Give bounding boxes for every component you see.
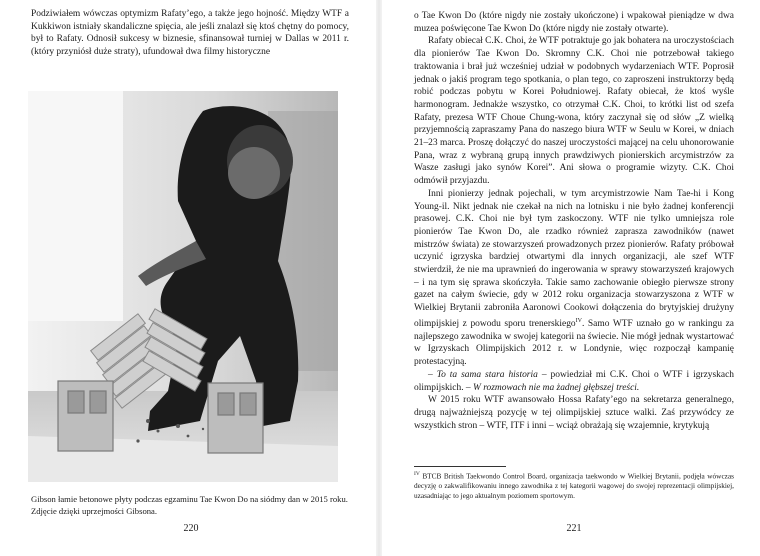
footnote-reference: IV <box>575 317 582 324</box>
right-paragraph-1: o Tae Kwon Do (które nigdy nie zostały ukończone) i wpakował pieniądze w dwa muzea poświęcone Tae Kwon Do (które nigdy nie zostały otwarte). <box>414 11 734 34</box>
quote-attribution: – powiedział mi C.K. Choi o WTF i igrzyskach olimpijskich. – <box>414 369 734 393</box>
left-paragraph: Podziwiałem wówczas optymizm Rafaty’ego, a także jego hojność. Między WTF a Kukkiwon istniały skandaliczne spięcia, ale jeśli znalazł się ktoś chętny do pomocy, był to Rafaty. Odnosił sukcesy w biznesie, sfinansował turniej w Dallas w 2011 r. (który przyniósł duże straty), ufundował dwa filmy historyczne <box>31 9 349 58</box>
photo-caption: Gibson łamie betonowe płyty podczas egzaminu Tae Kwon Do na siódmy dan w 2015 roku. Zdjęcie dzięki uprzejmości Gibsona. <box>31 494 348 516</box>
right-page <box>380 0 760 556</box>
left-body-text <box>31 8 349 59</box>
page-number: 220 <box>183 523 199 534</box>
right-paragraph-quote <box>414 369 734 394</box>
right-paragraph-5: W 2015 roku WTF awansowało Hossa Rafaty’ego na sekretarza generalnego, drugą najważniejszą pozycję w tej olimpijskiej sztuce walki. Zaś przywódcy ze wszystkich stron – WTF, ITF i inni – wciąż obrażają się wzajemnie, krytykują <box>414 395 734 431</box>
right-paragraph-2: Rafaty obiecał C.K. Choi, że WTF potraktuje go jak bohatera na uroczystościach dla pionierów Tae Kwon Do. Skromny C.K. Choi nie potrzebował takiego traktowania i brał już wcześniej udział w podobnych wydarzeniach WTF. Poprosił jednak o jakiś program tego spotkania, o plan tego, co zaproszeni instruktorzy będą robić podczas pobytu w Korei Południowej. Rafaty obiecał, że ktoś wyśle harmonogram. Jednakże wszystko, co otrzymał C.K. Choi, to krótki list od szefa Rafaty, prezesa WTF Choue Chung-wona, który zaczynał się od słów „Z wielką przyjemnością zapraszamy Pana do naszego biura WTF w Seulu w Korei, w dniach 21–23 marca. Proszę dołączyć do naszej uroczystości mającej na celu uhonorowanie Pana, wraz z wybraną grupą innych prawdziwych pionierskich arcymistrzów za Wasze zasługi jako synów Korei”. Ani słowa o programie wizyty. C.K. Choi odmówił przyjazdu. <box>414 36 734 187</box>
page-number: 221 <box>566 523 582 534</box>
quote-italic-2: W rozmowach nie ma żadnej głębszej treści. <box>472 382 640 393</box>
footnote-divider <box>414 466 506 467</box>
right-paragraph-3 <box>414 188 734 369</box>
photo-breaking-blocks <box>28 91 338 482</box>
paragraph-3-text: Inni pionierzy jednak pojechali, w tym arcymistrzowie Nam Tae-hi i Kong Young-il. Nikt jednak nie czekał na nich na lotnisku i nie było żadnej konferencji prasowej. C.K. Choi nie był tym zaskoczony. WTF nie tylko umniejsza role pionierów Tae Kwon Do, ale rzadko również zaprasza zawodników (nawet mistrzów świata) ze stowarzyszeń prowadzonych przez pionierów. Rafaty próbował uczynić igrzyska bardziej otwartymi dla innych organizacji, ale szef WTF stwierdził, że nie ma uprawnień do ingerowania w sprawy stowarzyszeń krajowych – i na tym się sprawa skończyła. Takie samo zachowanie obiegło pierwsze strony gazet na całym świecie, gdy w 2012 roku organizacja stowarzyszona z WTF w Wielkiej Brytanii zabroniła Aaronowi Cookowi dołączenia do brytyjskiej drużyny olimpijskiej z powodu sporu trenerskiego <box>414 188 734 330</box>
left-page <box>0 0 378 556</box>
footnote-marker: IV <box>414 471 420 477</box>
paragraph-3-tail: . Samo WTF uznało go w rankingu za najlepszego zawodnika w swojej kategorii na świecie. Nie mógł jednak wystartować w Igrzyskach Olimpijskich 2012 r. w Londynie, więc rozpoczął kampanię protestacyjną. <box>414 319 734 368</box>
footnote <box>414 470 734 500</box>
quote-italic-1: – To ta sama stara historia <box>428 369 538 380</box>
footnote-text: BTCB British Taekwondo Control Board, organizacja taekwondo w Wielkiej Brytanii, podjęła wówczas decyzję o zakwalifikowaniu innego zawodnika z tej kategorii wagowej do swojej reprezentacji olimpijskiej, uzasadniając to jego aktualnym poziomem sportowym. <box>414 471 734 500</box>
right-body-text <box>414 10 734 432</box>
